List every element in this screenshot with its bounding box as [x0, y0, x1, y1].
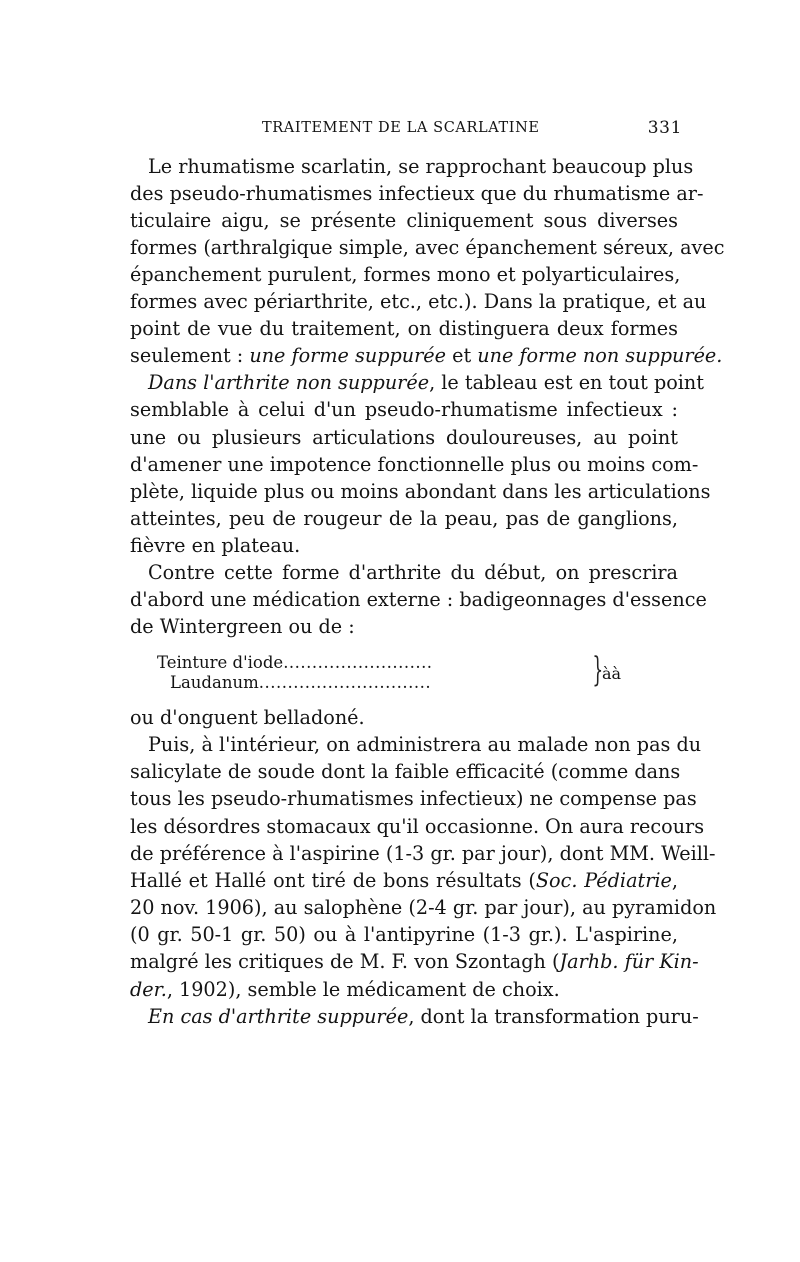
- text-line: [130, 342, 723, 369]
- italic-text: En cas d'arthrite suppurée: [148, 1004, 409, 1028]
- prescription-item-label: Teinture d'iode: [157, 653, 284, 672]
- text-line: une ou plusieurs articulations douloureuses, au point: [130, 425, 678, 449]
- prescription-brace: }: [592, 650, 604, 690]
- italic-text: Soc. Pédiatrie: [535, 868, 672, 892]
- italic-text: Jarhb. für Kin-: [559, 950, 699, 974]
- text-line: salicylate de soude dont la faible efficacité (comme dans: [130, 760, 681, 784]
- text-line: Le rhumatisme scarlatin, se rapprochant beaucoup plus: [148, 155, 694, 178]
- text-line: atteintes, peu de rougeur de la peau, pas de ganglions,: [130, 506, 678, 530]
- text-line: les désordres stomacaux qu'il occasionne. On aura recours: [130, 814, 705, 838]
- text-span: ,: [671, 868, 678, 892]
- text-line: Puis, à l'intérieur, on administrera au malade non pas du: [148, 733, 702, 757]
- text-line: plète, liquide plus ou moins abondant dans les articulations: [130, 479, 711, 503]
- text-span: seulement :: [130, 344, 250, 368]
- text-line: point de vue du traitement, on distinguera deux formes: [130, 317, 678, 341]
- text-line: [148, 369, 704, 396]
- text-line: semblable à celui d'un pseudo-rhumatisme infectieux :: [130, 398, 678, 422]
- text-span: malgré les critiques de M. F. von Szontagh (: [130, 950, 560, 974]
- text-line: 20 nov. 1906), au salophène (2-4 gr. par jour), au pyramidon: [130, 896, 717, 920]
- text-line: formes (arthralgique simple, avec épanchement séreux, avec: [130, 236, 725, 260]
- prescription-item: Laudanum..............................: [170, 673, 432, 692]
- prescription-item-label: Laudanum: [170, 673, 259, 692]
- text-line: (0 gr. 50-1 gr. 50) ou à l'antipyrine (1-3 gr.). L'aspirine,: [130, 923, 678, 947]
- text-line: des pseudo-rhumatismes infectieux que du rhumatisme ar-: [130, 182, 704, 206]
- text-span: , 1902), semble le médicament de choix.: [166, 977, 560, 1001]
- text-line: de Wintergreen ou de :: [130, 614, 355, 638]
- italic-text: une forme non suppurée.: [477, 344, 723, 368]
- page-number: 331: [647, 118, 682, 138]
- text-line: [148, 1003, 699, 1030]
- page-header: [130, 120, 682, 146]
- text-line: d'abord une médication externe : badigeonnages d'essence: [130, 587, 707, 611]
- text-line: de préférence à l'aspirine (1-3 gr. par jour), dont MM. Weill-: [130, 841, 716, 865]
- text-line: d'amener une impotence fonctionnelle plus ou moins com-: [130, 452, 699, 476]
- text-line: formes avec périarthrite, etc., etc.). Dans la pratique, et au: [130, 290, 707, 314]
- text-line: épanchement purulent, formes mono et polyarticulaires,: [130, 263, 681, 287]
- prescription-quantity: àà: [602, 664, 622, 683]
- text-span: Hallé et Hallé ont tiré de bons résultats (: [130, 868, 536, 892]
- italic-text: une forme suppurée: [249, 344, 446, 368]
- text-line: tous les pseudo-rhumatismes infectieux) ne compense pas: [130, 787, 697, 811]
- text-span: , le tableau est en tout point: [429, 371, 704, 395]
- text-line: [130, 948, 699, 975]
- running-title: TRAITEMENT DE LA SCARLATINE: [262, 120, 540, 136]
- italic-text: der.: [130, 977, 167, 1001]
- text-line: Contre cette forme d'arthrite du début, on prescrira: [148, 560, 678, 584]
- text-line: [130, 976, 678, 1003]
- text-line: fièvre en plateau.: [130, 533, 301, 557]
- text-line: [130, 867, 678, 894]
- text-span: et: [446, 344, 478, 368]
- text-line: ou d'onguent belladoné.: [130, 706, 365, 729]
- text-line: ticulaire aigu, se présente cliniquement sous diverses: [130, 209, 678, 233]
- text-span: , dont la transformation puru-: [408, 1004, 699, 1028]
- prescription-item: Teinture d'iode..........................: [157, 653, 433, 672]
- italic-text: Dans l'arthrite non suppurée: [148, 371, 430, 395]
